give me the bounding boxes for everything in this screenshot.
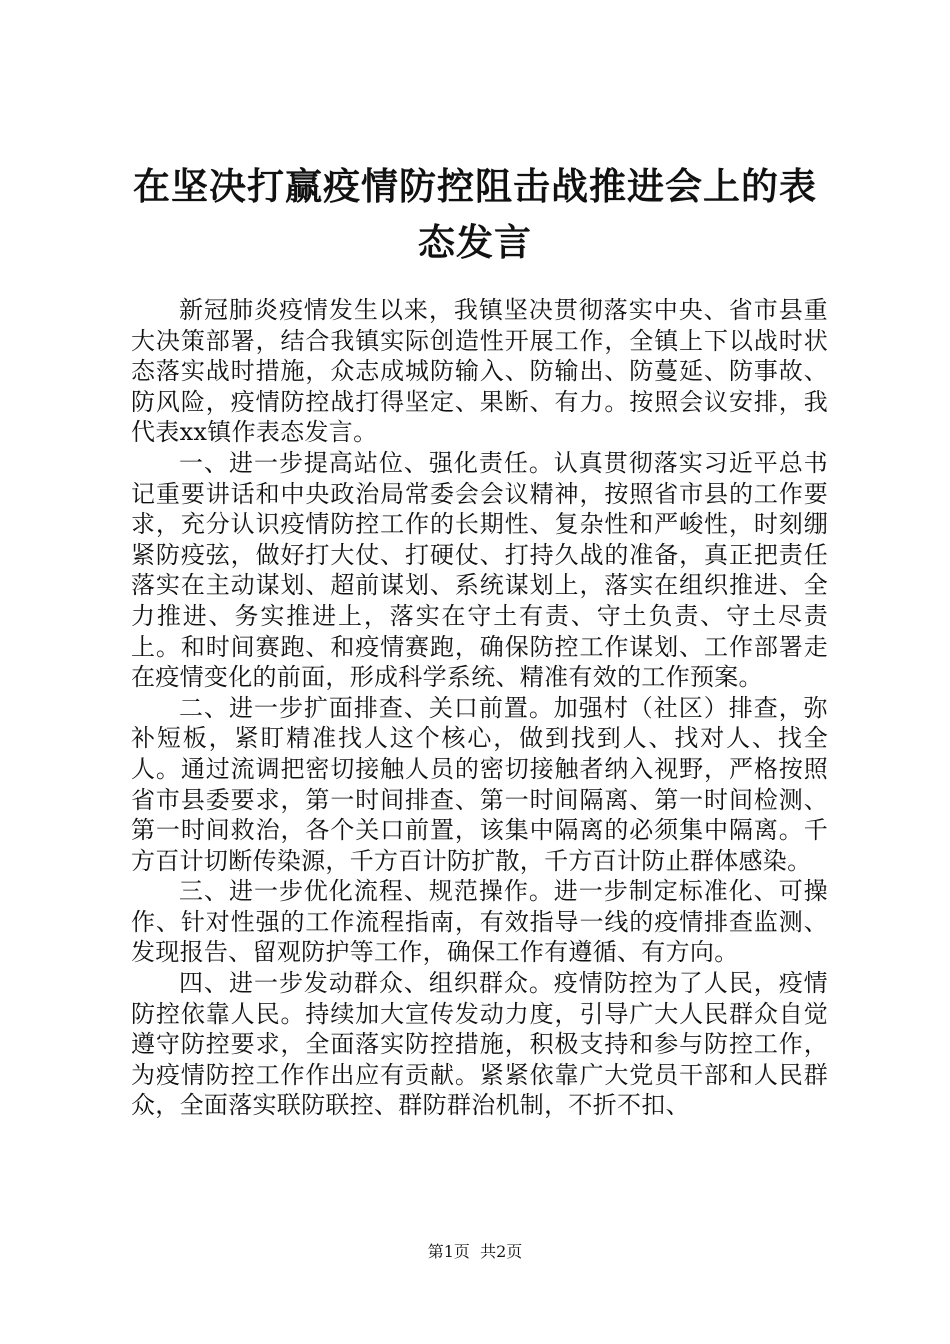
paragraph-section-1: 一、进一步提高站位、强化责任。认真贯彻落实习近平总书记重要讲话和中央政治局常委会会议精神，按照省市县的工作要求，充分认识疫情防控工作的长期性、复杂性和严峻性，时刻绷紧防疫弦，做好打大仗、打硬仗、打持久战的准备，真正把责任落实在主动谋划、超前谋划、系统谋划上，落实在组织推进、全力推进、务实推进上，落实在守土有责、守土负责、守土尽责上。和时间赛跑、和疫情赛跑，确保防控工作谋划、工作部署走在疫情变化的前面，形成科学系统、精准有效的工作预案。	[131, 448, 828, 692]
page-footer	[0, 1241, 950, 1263]
footer-spacer	[470, 1242, 480, 1261]
paragraph-section-3: 三、进一步优化流程、规范操作。进一步制定标准化、可操作、针对性强的工作流程指南，有效指导一线的疫情排查监测、发现报告、留观防护等工作，确保工作有遵循、有方向。	[131, 877, 828, 967]
paragraph-section-4: 四、进一步发动群众、组织群众。疫情防控为了人民，疫情防控依靠人民。持续加大宣传发动力度，引导广大人民群众自觉遵守防控要求，全面落实防控措施，积极支持和参与防控工作，为疫情防控工作作出应有贡献。紧紧依靠广大党员干部和人民群众，全面落实联防联控、群防群治机制，不折不扣、	[131, 969, 828, 1120]
page-number: 第1页	[427, 1242, 470, 1261]
paragraph-section-2: 二、进一步扩面排查、关口前置。加强村（社区）排查，弥补短板，紧盯精准找人这个核心，做到找到人、找对人、找全人。通过流调把密切接触人员的密切接触者纳入视野，严格按照省市县委要求，第一时间排查、第一时间隔离、第一时间检测、第一时间救治，各个关口前置，该集中隔离的必须集中隔离。千方百计切断传染源，千方百计防扩散，千方百计防止群体感染。	[131, 693, 828, 875]
document-body	[131, 295, 828, 1121]
paragraph-intro: 新冠肺炎疫情发生以来，我镇坚决贯彻落实中央、省市县重大决策部署，结合我镇实际创造性开展工作，全镇上下以战时状态落实战时措施，众志成城防输入、防输出、防蔓延、防事故、防风险，疫情防控战打得坚定、果断、有力。按照会议安排，我代表xx镇作表态发言。	[131, 296, 828, 447]
page-total: 共2页	[480, 1242, 523, 1261]
page-title: 在坚决打赢疫情防控阻击战推进会上的表态发言	[133, 164, 817, 264]
